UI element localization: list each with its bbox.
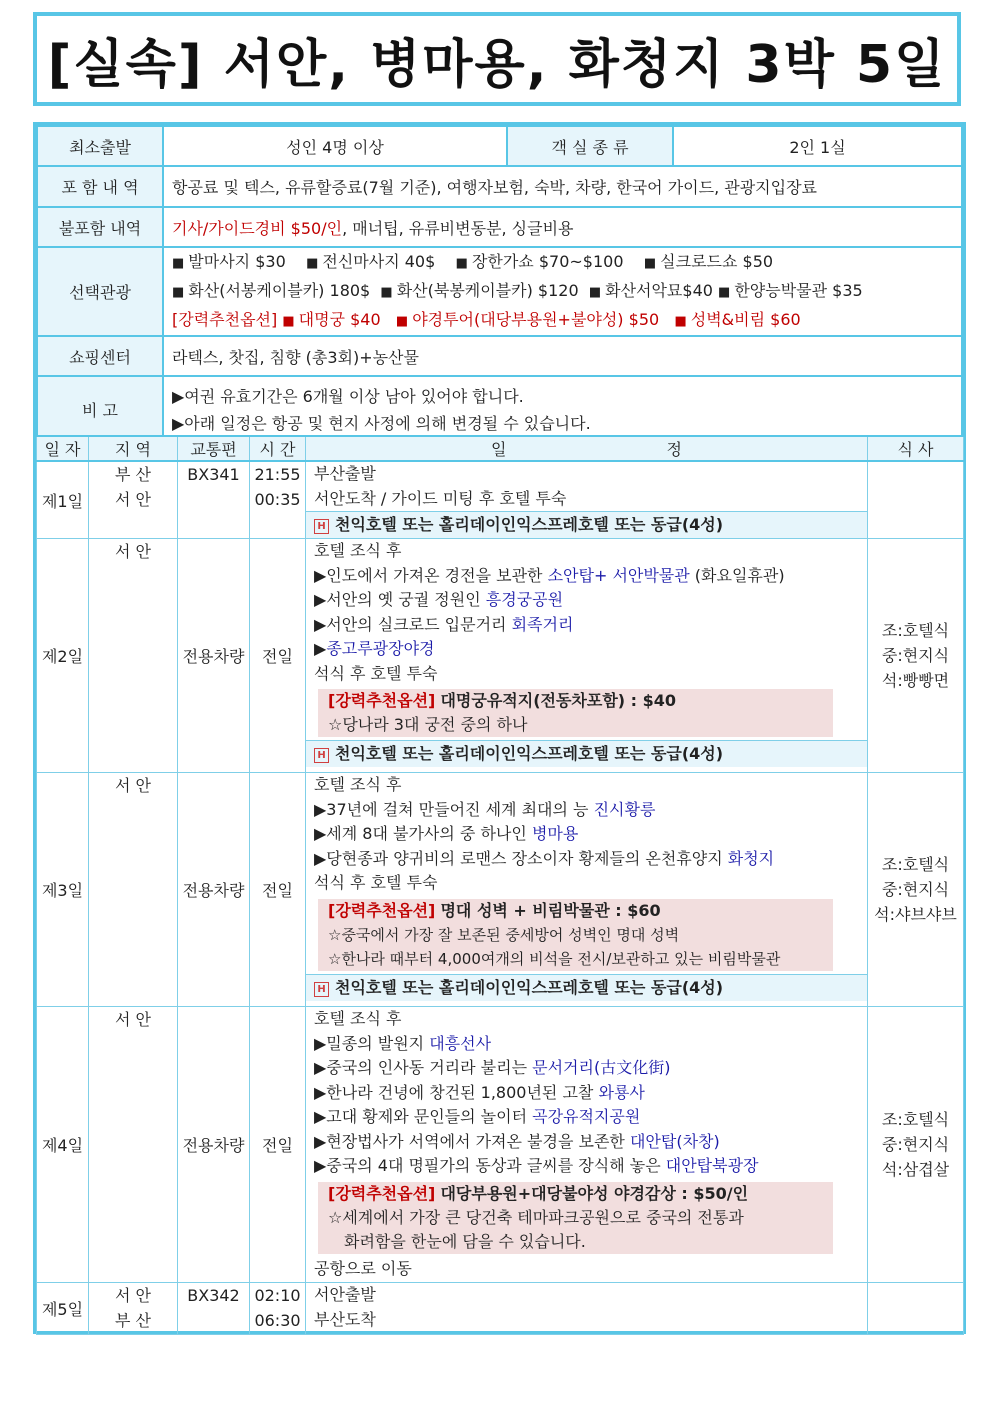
black-square-icon: ■ (588, 285, 602, 300)
optional-label: 선택관광 (37, 247, 163, 336)
day-region: 부 산 서 안 (89, 461, 178, 539)
room-type-label: 객 실 종 류 (507, 126, 673, 166)
day-time: 02:10 06:30 (250, 1283, 306, 1335)
header-region: 지 역 (89, 436, 178, 461)
optional-row-3: [강력추천옵션] ■ 대명궁 $40 ■ 야경투어(대당부용원+불야성) $50 ■ 성벽&비림 $60 (172, 310, 801, 329)
day-meal (868, 1283, 964, 1335)
day-transport: 전용차량 (178, 1007, 250, 1283)
hotel-h-icon: H (314, 519, 329, 534)
day-label: 제3일 (37, 773, 89, 1007)
optional-value (163, 247, 962, 336)
day-transport: 전용차량 (178, 539, 250, 773)
day-row-1 (37, 461, 964, 539)
black-square-icon: ■ (282, 314, 295, 329)
day-row-5 (37, 1283, 964, 1335)
recommended-option: [강력추천옵션] 대당부용원+대당불야성 야경감상 : $50/인 ☆세계에서 가장 큰 당건축 테마파크공원으로 중국의 전통과 화려함을 한눈에 담을 수 있습니다. (318, 1182, 833, 1254)
room-type-value: 2인 1실 (673, 126, 962, 166)
schedule-header (37, 436, 964, 461)
day-time: 전일 (250, 539, 306, 773)
black-square-icon: ■ (380, 285, 393, 300)
hotel-h-icon: H (314, 748, 329, 763)
day-itinerary: 서안출발 부산도착 (306, 1283, 868, 1335)
optional-row-2: ■ 화산(서봉케이블카) 180$ ■ 화산(북봉케이블카) $120 ■ 화산서악묘$40 ■ 한양능박물관 $35 (172, 281, 863, 300)
day-flight: BX341 (178, 461, 250, 539)
day-meal (868, 461, 964, 539)
black-square-icon: ■ (455, 256, 468, 271)
min-departure-label: 최소출발 (37, 126, 163, 166)
day-flight: BX342 (178, 1283, 250, 1335)
remark-schedule-change: ▶아래 일정은 항공 및 현지 사정에 의해 변경될 수 있습니다. (172, 413, 591, 433)
excluded-guide-fee: 기사/가이드경비 $50/인 (172, 218, 343, 238)
page-title: [실속] 서안, 병마용, 화청지 3박 5일 (47, 34, 947, 95)
day-region: 서 안 부 산 (89, 1283, 178, 1335)
black-square-icon: ■ (674, 314, 687, 329)
black-square-icon: ■ (172, 285, 185, 300)
day-region: 서 안 (89, 1007, 178, 1283)
black-square-icon: ■ (306, 256, 319, 271)
day-itinerary: 호텔 조식 후 ▶인도에서 가져온 경전을 보관한 소안탑+ 서안박물관 (화요일휴관) ▶서안의 옛 궁궐 정원인 흥경궁공원 ▶서안의 실크로드 입문거리 회족거리 ▶종고루광장야경 석식 후 호텔 투숙 [강력추천옵션] 대명궁유적지(전동차포함) : $40 ☆당나라 3대 궁전 중의 하나 H 천익호텔 또는 홀리데이인익스프레호텔 또는 동급(4성) (306, 539, 868, 773)
day-time: 전일 (250, 1007, 306, 1283)
black-square-icon: ■ (643, 256, 657, 271)
optional-row-1: ■ 발마사지 $30 ■ 전신마사지 40$ ■ 장한가쇼 $70~$100 ■ 실크로드쇼 $50 (172, 252, 774, 271)
remarks-value (163, 376, 962, 443)
shopping-label: 쇼핑센터 (37, 336, 163, 376)
day-label: 제1일 (37, 461, 89, 539)
header-time: 시 간 (250, 436, 306, 461)
day-meal: 조:호텔식 중:현지식 석:샤브샤브 (868, 773, 964, 1007)
recommended-option: [강력추천옵션] 대명궁유적지(전동차포함) : $40 ☆당나라 3대 궁전 중의 하나 (318, 689, 833, 737)
remark-passport: ▶여권 유효기간은 6개월 이상 남아 있어야 합니다. (172, 386, 524, 406)
hotel-line: H 천익호텔 또는 홀리데이인익스프레호텔 또는 동급(4성) (306, 511, 867, 538)
day-row-2 (37, 539, 964, 773)
header-day: 일 자 (37, 436, 89, 461)
hotel-line: H 천익호텔 또는 홀리데이인익스프레호텔 또는 동급(4성) (306, 740, 867, 767)
hotel-h-icon: H (314, 982, 329, 997)
header-transport: 교통편 (178, 436, 250, 461)
day-time: 21:55 00:35 (250, 461, 306, 539)
day-transport: 전용차량 (178, 773, 250, 1007)
included-label: 포 함 내 역 (37, 166, 163, 207)
excluded-value (163, 207, 962, 247)
day-label: 제2일 (37, 539, 89, 773)
excluded-label: 불포함 내역 (37, 207, 163, 247)
day-row-4 (37, 1007, 964, 1283)
day-row-3 (37, 773, 964, 1007)
header-meal: 식 사 (868, 436, 964, 461)
day-meal: 조:호텔식 중:현지식 석:빵빵면 (868, 539, 964, 773)
black-square-icon: ■ (395, 314, 409, 329)
min-departure-value: 성인 4명 이상 (163, 126, 507, 166)
included-value: 항공료 및 텍스, 유류할증료(7월 기준), 여행자보험, 숙박, 차량, 한국어 가이드, 관광지입장료 (163, 166, 962, 207)
black-square-icon: ■ (172, 256, 185, 271)
remarks-label: 비 고 (37, 376, 163, 443)
info-table (36, 125, 963, 444)
black-square-icon: ■ (718, 285, 731, 300)
day-itinerary: 호텔 조식 후 ▶밀종의 발원지 대흥선사 ▶중국의 인사동 거리라 불리는 문서거리(古文化街) ▶한나라 건녕에 창건된 1,800년된 고찰 와룡사 ▶고대 황제와 문인들의 놀이터 곡강유적지공원 ▶현장법사가 서역에서 가져온 불경을 보존한 대안탑(차창) ▶중국의 4대 명필가의 동상과 글씨를 장식해 놓은 대안탑북광장 [강력추천옵션] 대당부용원+대당불야성 야경감상 : $50/인 ☆세계에서 가장 큰 당건축 테마파크공원으로 중국의 전통과 화려함을 한눈에 담을 수 있습니다. 공항으로 이동 (306, 1007, 868, 1283)
day-itinerary: 부산출발 서안도착 / 가이드 미팅 후 호텔 투숙 H 천익호텔 또는 홀리데이인익스프레호텔 또는 동급(4성) (306, 461, 868, 539)
excluded-rest: , 매너팁, 유류비변동분, 싱글비용 (342, 218, 574, 238)
schedule-table (36, 435, 964, 1335)
day-region: 서 안 (89, 539, 178, 773)
day-time: 전일 (250, 773, 306, 1007)
day-region: 서 안 (89, 773, 178, 1007)
hotel-line: H 천익호텔 또는 홀리데이인익스프레호텔 또는 동급(4성) (306, 974, 867, 1001)
day-label: 제5일 (37, 1283, 89, 1335)
header-itinerary: 일 정 (306, 436, 868, 461)
day-meal: 조:호텔식 중:현지식 석:삼겹살 (868, 1007, 964, 1283)
title-box (33, 12, 961, 106)
day-itinerary: 호텔 조식 후 ▶37년에 걸쳐 만들어진 세계 최대의 능 진시황릉 ▶세계 8대 불가사의 중 하나인 병마용 ▶당현종과 양귀비의 로맨스 장소이자 황제들의 온천휴양지 화청지 석식 후 호텔 투숙 [강력추천옵션] 명대 성벽 + 비림박물관 : $60 ☆중국에서 가장 잘 보존된 중세방어 성벽인 명대 성벽 ☆한나라 때부터 4,000여개의 비석을 전시/보관하고 있는 비림박물관 H 천익호텔 또는 홀리데이인익스프레호텔 또는 동급(4성) (306, 773, 868, 1007)
recommended-option: [강력추천옵션] 명대 성벽 + 비림박물관 : $60 ☆중국에서 가장 잘 보존된 중세방어 성벽인 명대 성벽 ☆한나라 때부터 4,000여개의 비석을 전시/보관하고 있는 비림박물관 (318, 899, 833, 971)
day-label: 제4일 (37, 1007, 89, 1283)
shopping-value: 라텍스, 찻집, 침향 (총3회)+농산물 (163, 336, 962, 376)
